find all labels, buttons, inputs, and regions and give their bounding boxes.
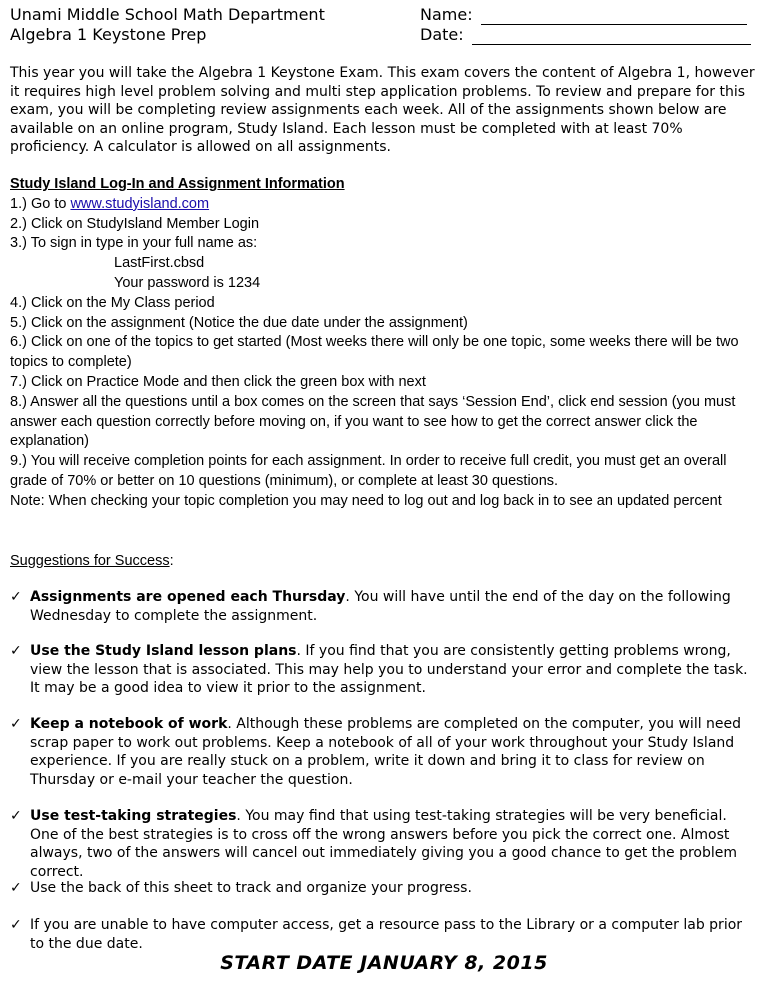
step-3: 3.) To sign in type in your full name as: — [10, 235, 258, 252]
tip-2: ✓ Use the Study Island lesson plans. If you find that you are consistently getting problems wrong, view the lesson that is associated. This may help you to understand your error and complete the task. It may be a good idea to view it prior to the assignment. — [10, 643, 748, 696]
header-left — [10, 5, 325, 45]
step-6: 6.) Click on one of the topics to get started (Most weeks there will only be one topic, some weeks there will be two topics to complete) — [10, 334, 739, 371]
tip-5: ✓ Use the back of this sheet to track and organize your progress. — [10, 880, 472, 896]
suggestions-heading: Suggestions for Success: — [10, 553, 174, 569]
step-8: 8.) Answer all the questions until a box comes on the screen that says ‘Session End’, click end session (you must answer each question correctly before moving on, if you want to see how to get the correct answer click the explanation) — [10, 393, 736, 450]
school-name: Unami Middle School Math Department — [10, 5, 325, 24]
step-7: 7.) Click on Practice Mode and then click the green box with next — [10, 373, 426, 390]
date-line — [420, 25, 751, 45]
check-icon: ✓ — [10, 643, 22, 659]
study-island-heading: Study Island Log-In and Assignment Information — [10, 176, 345, 192]
course-name: Algebra 1 Keystone Prep — [10, 25, 207, 44]
step-1: 1.) Go to www.studyisland.com — [10, 195, 210, 212]
step-9: 9.) You will receive completion points for each assignment. In order to receive full credit, you must get an overall grade of 70% or better on 10 questions (minimum), or complete at least 30 questions. — [10, 453, 727, 489]
check-icon: ✓ — [10, 917, 22, 933]
date-label: Date: — [420, 25, 464, 44]
note: Note: When checking your topic completion you may need to log out and log back in to see an updated percent — [10, 492, 722, 509]
tip-6: ✓ If you are unable to have computer access, get a resource pass to the Library or a computer lab prior to the due date. — [10, 917, 743, 952]
check-icon: ✓ — [10, 589, 22, 605]
start-date: START DATE JANUARY 8, 2015 — [220, 952, 548, 974]
tip-1: ✓ Assignments are opened each Thursday. You will have until the end of the day on the following Wednesday to complete the assignment. — [10, 589, 731, 624]
studyisland-link[interactable]: www.studyisland.com — [70, 195, 210, 212]
password-info: Your password is 1234 — [114, 274, 261, 291]
date-blank[interactable] — [472, 27, 751, 45]
step-4: 4.) Click on the My Class period — [10, 294, 215, 311]
header-right — [420, 5, 751, 45]
step-2: 2.) Click on StudyIsland Member Login — [10, 215, 260, 232]
intro-paragraph: This year you will take the Algebra 1 Keystone Exam. This exam covers the content of Algebra 1, however it requires high level problem solving and multi step application problems. To review and prepare for this exam, you will be completing review assignments each week. All of the assignments shown below are available on an online program, Study Island. Each lesson must be completed with at least 70% proficiency. A calculator is allowed on all assignments. — [10, 65, 755, 155]
study-island-section — [10, 175, 758, 512]
check-icon: ✓ — [10, 716, 22, 732]
name-label: Name: — [420, 5, 473, 24]
step-5: 5.) Click on the assignment (Notice the due date under the assignment) — [10, 314, 468, 331]
check-icon: ✓ — [10, 808, 22, 824]
tip-3: ✓ Keep a notebook of work. Although these problems are completed on the computer, you will need scrap paper to work out problems. Keep a notebook of all of your work throughout your Study Island experience. If you are really stuck on a problem, write it down and bring it to class for review on Thursday or e-mail your teacher the question. — [10, 716, 742, 788]
name-blank[interactable] — [481, 7, 747, 25]
username-format: LastFirst.cbsd — [114, 255, 205, 272]
tip-4: ✓ Use test-taking strategies. You may find that using test-taking strategies will be very beneficial. One of the best strategies is to cross off the wrong answers before you pick the correct one. Almost always, two of the answers will cancel out immediately giving you a good chance to get the problem correct. — [10, 808, 738, 880]
check-icon: ✓ — [10, 880, 22, 896]
name-line — [420, 5, 751, 25]
